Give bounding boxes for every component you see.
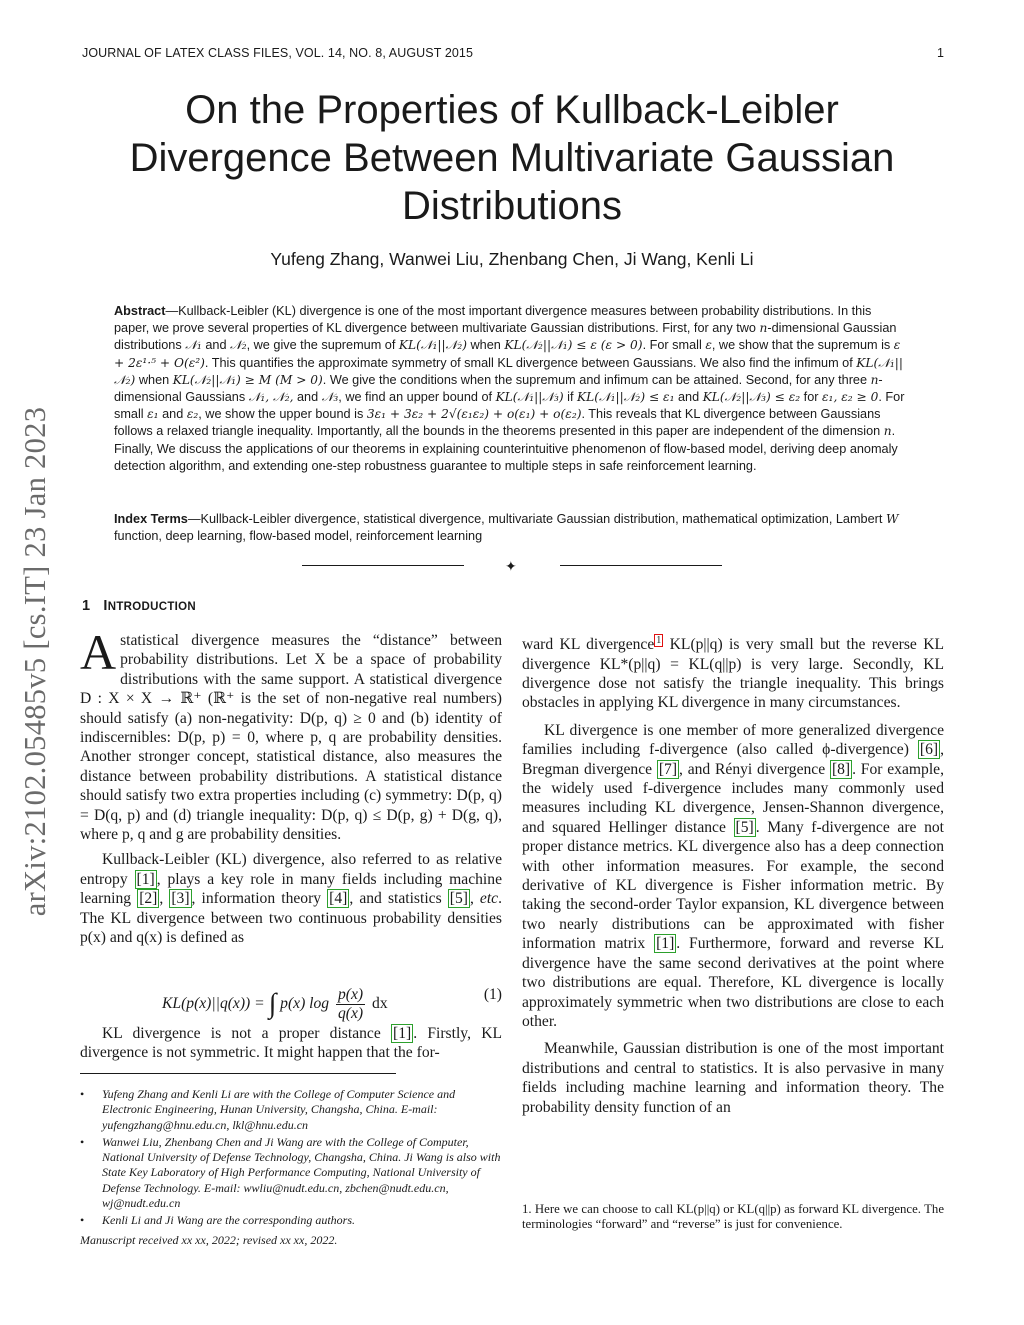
section-title-initial: I <box>103 598 108 614</box>
citation-link[interactable]: [4] <box>329 890 348 908</box>
integral-sign: ∫ <box>268 988 277 1020</box>
drop-cap: A <box>80 624 117 680</box>
paragraph-text: , and statistics <box>349 890 442 908</box>
paper-title: On the Properties of Kullback-Leibler Divergence Between Multivariate Gaussian Distributions <box>129 88 895 228</box>
footnote-link[interactable]: 1 <box>656 635 662 646</box>
fraction-numerator: p(x) <box>338 986 364 1003</box>
divider-diamond-icon: ✦ <box>505 560 517 575</box>
math-e2: ε₂ <box>186 407 199 422</box>
citation-link[interactable]: [7] <box>658 760 678 778</box>
math-kl23-e2: KL(𝒩₂||𝒩₃) ≤ ε₂ <box>702 390 801 405</box>
left-column <box>80 624 503 954</box>
math-kl12: KL(𝒩₁||𝒩₂) <box>398 338 467 353</box>
running-header <box>82 46 944 60</box>
section-number: 1 <box>82 598 91 614</box>
equation-differential: dx <box>372 995 388 1013</box>
paragraph-text: . Firstly, KL divergence is not symmetric. It might happen that the for- <box>80 1025 502 1062</box>
abstract-text: when <box>470 338 501 353</box>
index-terms-label: Index Terms <box>114 512 188 526</box>
abstract-text: -dimensional Gaussian distributions <box>114 321 897 353</box>
abstract-text: , we show that the supremum is <box>711 338 891 353</box>
abstract-text: and <box>678 390 700 405</box>
abstract-text: and <box>162 407 184 422</box>
abstract-text: . For small <box>114 390 905 422</box>
math-upper-bound: 3ε₁ + 3ε₂ + 2√(ε₁ε₂) + o(ε₁) + o(ε₂) <box>366 407 582 422</box>
affiliation-item: • Kenli Li and Ji Wang are the corresponding authors. <box>80 1213 504 1228</box>
abstract-text: . This reveals that KL divergence between Gaussians follows a relaxed triangle inequality. Importantly, all the bounds in the theorems presented in this paper are independent of the dimension <box>114 407 881 439</box>
paragraph <box>80 1024 502 1063</box>
math-n1: 𝒩₁ <box>185 338 202 353</box>
math-kl21-m: KL(𝒩₂||𝒩₁) ≥ M (M > 0) <box>172 372 323 387</box>
math-e1: ε₁ <box>147 407 159 422</box>
math-e1-e2: ε₁, ε₂ ≥ 0 <box>822 390 879 405</box>
citation-link[interactable]: [3] <box>171 890 190 908</box>
abstract-text: , we find an upper bound of <box>338 390 493 405</box>
equation-term: p(x) log <box>280 995 330 1013</box>
paragraph-text: . For example, the widely used f-divergence includes many commonly used measures including KL divergence, Jensen-Shannon divergence, and squared Hellinger distance <box>522 760 944 836</box>
abstract-label: Abstract <box>114 304 166 318</box>
abstract-text: . This quantifies the approximate symmetry of small KL divergence between Gaussians. We also find the infimum of <box>204 355 853 370</box>
citation-link[interactable]: [5] <box>735 818 754 836</box>
affiliation-footnotes <box>80 1087 504 1231</box>
abstract-text: -dimensional Gaussians <box>114 372 883 405</box>
citation-link[interactable]: [6] <box>919 741 939 759</box>
paragraph-text: , plays a key role in many fields including machine learning <box>80 870 502 908</box>
index-terms-text: —Kullback-Leibler divergence, statistical divergence, multivariate Gaussian distribution, mathematical optimization, Lambert <box>187 512 883 526</box>
math-n: n <box>883 424 892 439</box>
math-supremum: ε + 2ε¹·⁵ + O(ε²) <box>114 338 901 370</box>
manuscript-note: Manuscript received xx xx, 2022; revised xx xx, 2022. <box>80 1233 338 1247</box>
math-n3: 𝒩₃ <box>321 390 339 405</box>
right-column <box>522 631 944 1123</box>
affiliation-item: • Yufeng Zhang and Kenli Li are with the College of Computer Science and Electronic Engineering, Hunan University, Changsha, China. E-mail: yufengzhang@hnu.edu.cn, lkl@hnu.edu.cn <box>80 1087 504 1133</box>
index-terms <box>114 511 908 545</box>
paragraph <box>522 1039 944 1117</box>
abstract-text: , we show the upper bound is <box>198 407 364 422</box>
affiliation-item: • Wanwei Liu, Zhenbang Chen and Ji Wang are with the College of Computer, National University of Defense Technology, Changsha, China. Ji Wang is also with State Key Laboratory of High Performance Computing, National University of Defense Technology. E-mail: wwliu@nudt.edu.cn, zbchen@nudt.edu.cn, wj@nudt.edu.cn <box>80 1135 504 1211</box>
paragraph <box>522 631 944 713</box>
section-divider <box>302 556 722 576</box>
math-kl12-e1: KL(𝒩₁||𝒩₂) ≤ ε₁ <box>577 390 675 405</box>
math-kl12: KL(𝒩₁||𝒩₂) <box>114 355 904 387</box>
abstract-text: and <box>297 390 319 405</box>
abstract <box>114 303 908 475</box>
citation-link[interactable]: [5] <box>449 890 468 908</box>
paragraph-text: Meanwhile, Gaussian distribution is one of the most important distributions and central to statistics. It is also pervasive in many fields including machine learning and information theory. The probability density function of an <box>522 1040 944 1116</box>
abstract-text: —Kullback-Leibler (KL) divergence is one of the most important divergence measures between probability distributions. In this paper, we prove several properties of KL divergence between multivariate Gaussian distributions. First, for any two <box>114 304 872 336</box>
arxiv-stamp <box>6 376 66 946</box>
author-list: Yufeng Zhang, Wanwei Liu, Zhenbang Chen, Ji Wang, Kenli Li <box>270 249 754 269</box>
abstract-text: , we give the supremum of <box>246 338 396 353</box>
paragraph-text: Kullback-Leibler (KL) divergence, also referred to as relative entropy <box>80 851 502 888</box>
paragraph <box>80 624 502 844</box>
equation-number: (1) <box>483 986 502 1003</box>
arxiv-id: arXiv:2102.05485v5 [cs.IT] 23 Jan 2023 <box>18 406 53 916</box>
paragraph-text: ward KL divergence <box>522 636 655 654</box>
math-n2: 𝒩₂ <box>230 338 247 353</box>
citation-link[interactable]: [1] <box>136 870 155 888</box>
abstract-text: . Finally, We discuss the applications of our theorems in explaining counterintuitive phenomenon of flow-based model, deriving deep anomaly detection algorithm, and extending one-step robustness guarantee to multiple steps in safe reinforcement learning. <box>114 424 898 473</box>
equation-1 <box>80 972 502 1026</box>
math-n: n <box>870 372 879 387</box>
math-w: W <box>885 512 899 526</box>
index-terms-text: function, deep learning, flow-based model, reinforcement learning <box>114 529 483 544</box>
fraction-denominator: q(x) <box>338 1005 364 1022</box>
divider-line-right <box>560 565 722 566</box>
paragraph-text: statistical divergence measures the “distance” between probability distributions. Let X be a space of probability distributions with the same support. A statistical divergence D : X × X → ℝ⁺ (ℝ⁺ is the set of non-negative real numbers) should satisfy (a) non-negativity: D(p, q) ≥ 0 and (b) identity of indiscernibles: D(p, p) = 0, where p, q are probability densities. Another stronger concept, statistical distance, also measures the distance between probability distributions. A statistical distance should satisfy two extra properties including (c) symmetry: D(p, q) = D(q, p) and (d) triangle inequality: D(p, q) ≤ D(p, g) + D(g, q), where p, q and g are probability densities. <box>80 632 502 844</box>
math-n: n <box>759 321 768 336</box>
abstract-text: . We give the conditions when the supremum and infimum can be attained. Second, for any three <box>322 372 868 387</box>
equation-body <box>162 986 388 1023</box>
footnote-1: 1. Here we can choose to call KL(p||q) or KL(q||p) as forward KL divergence. The terminologies “forward” and “reverse” is just for convenience. <box>522 1202 944 1232</box>
divider-line-left <box>302 565 464 566</box>
equation-lhs: KL(p(x)||q(x)) = <box>162 995 265 1013</box>
math-eps: ε <box>705 338 712 353</box>
paragraph-text: KL(p||q) is very small but the reverse KL divergence KL*(p||q) = KL(q||p) is very large. Secondly, KL divergence dose not satisfy the triangle inequality. This brings obstacles in applying KL divergence in many circumstances. <box>522 636 944 712</box>
citation-link[interactable]: [2] <box>139 890 158 908</box>
paragraph-text: , and Rényi divergence <box>679 760 826 778</box>
section-title-rest: NTRODUCTION <box>107 601 196 613</box>
paragraph-text: . Furthermore, forward and reverse KL divergence have the same second derivatives at the point where two distributions are equal. Therefore, KL divergence is locally approximately symmetric when two distributions are close to each other. <box>522 935 945 1030</box>
paragraph-text: , Bregman divergence <box>522 741 945 778</box>
footnote-rule <box>80 1073 396 1074</box>
paragraph <box>522 721 944 1032</box>
paragraph-text: . Many f-divergence are not proper distance metrics. KL divergence also has a deep connection with other information measures. For example, the second derivative of KL divergence is Fisher information metric. By taking the second-order Taylor expansion, KL divergence between two nearly distributions can be approximated with fisher information matrix <box>522 818 944 953</box>
equation-fraction <box>336 986 365 1023</box>
paragraph-text: KL divergence is one member of more generalized divergence families including f-divergence (also called ϕ-divergence) <box>522 721 944 759</box>
abstract-text: and <box>205 338 227 353</box>
etc-text: etc <box>479 890 499 908</box>
paragraph: Kullback-Leibler (KL) divergence, also referred to as relative entropy [1] , plays a key role in many fields including machine learning [2] , [3] , information theory [4] , and statistics [5] , etc. The KL divergence between two continuous probability densities p(x) and q(x) is defined as <box>80 851 503 947</box>
abstract-text: . For small <box>642 338 702 353</box>
abstract-text: for <box>803 390 819 405</box>
math-kl13: KL(𝒩₁||𝒩₃) <box>495 390 564 405</box>
section-heading <box>82 598 196 614</box>
journal-name: JOURNAL OF LATEX CLASS FILES, VOL. 14, NO. 8, AUGUST 2015 <box>82 46 474 60</box>
math-kl21-condition: KL(𝒩₂||𝒩₁) ≤ ε (ε > 0) <box>504 338 643 353</box>
abstract-text: if <box>567 390 574 405</box>
paragraph-text: , information theory <box>191 890 322 908</box>
paragraph-text: KL divergence is not a proper distance <box>102 1025 381 1042</box>
citation-link[interactable]: [8] <box>831 760 851 778</box>
citation-link[interactable]: [1] <box>656 935 675 953</box>
math-n1-n2: 𝒩₁, 𝒩₂, <box>248 390 294 405</box>
paragraph-text: . The KL divergence between two continuous probability densities p(x) and q(x) is defined as <box>80 890 503 947</box>
page-number: 1 <box>936 46 944 60</box>
citation-link[interactable]: [1] <box>393 1025 412 1042</box>
abstract-text: when <box>138 372 170 387</box>
left-column-continued <box>80 1024 502 1069</box>
